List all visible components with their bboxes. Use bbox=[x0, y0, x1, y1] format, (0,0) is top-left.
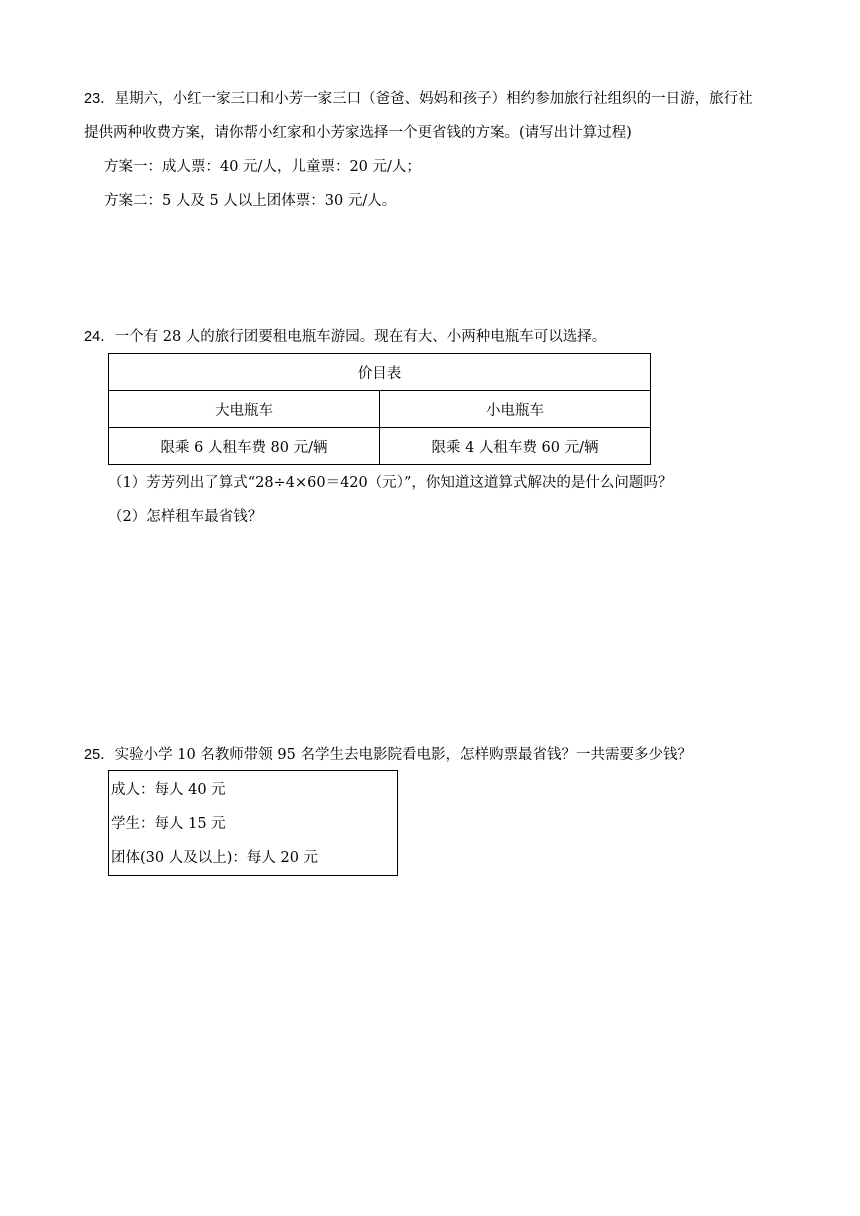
q24-sub2: （2）怎样租车最省钱？ bbox=[108, 509, 263, 525]
q25-text-line1: ．实验小学 10 名教师带领 95 名学生去电影院看电影，怎样购票最省钱？一共需要多少钱？ bbox=[100, 747, 692, 763]
q23-plan1: 方案一：成人票：40 元/人，儿童票：20 元/人； bbox=[104, 159, 421, 175]
ticket-price-student: 学生：每人 15 元 bbox=[111, 816, 226, 832]
q23-text-line1: ．星期六，小红一家三口和小芳一家三口（爸爸、妈妈和孩子）相约参加旅行社组织的一日游，旅行社 bbox=[100, 91, 753, 107]
price-table-cell-large: 限乘 6 人租车费 80 元/辆 bbox=[109, 428, 380, 465]
price-table-cell-small: 限乘 4 人租车费 60 元/辆 bbox=[380, 428, 651, 465]
ticket-price-group: 团体(30 人及以上)：每人 20 元 bbox=[111, 850, 319, 866]
price-table-title: 价目表 bbox=[109, 354, 651, 391]
price-table-header-small: 小电瓶车 bbox=[380, 391, 651, 428]
q25-line1 bbox=[84, 745, 692, 765]
ticket-price-adult: 成人：每人 40 元 bbox=[111, 782, 226, 798]
q23-line2: 提供两种收费方案，请你帮小红家和小芳家选择一个更省钱的方案。(请写出计算过程) bbox=[84, 125, 632, 141]
price-table bbox=[108, 353, 651, 465]
q23-plan2: 方案二：5 人及 5 人以上团体票：30 元/人。 bbox=[104, 193, 397, 209]
q24-line1 bbox=[84, 327, 606, 347]
q23-line1 bbox=[84, 89, 753, 109]
q25-number: 25 bbox=[84, 747, 101, 763]
q24-number: 24 bbox=[84, 329, 101, 345]
q23-number: 23 bbox=[84, 91, 101, 107]
q24-text-line1: ．一个有 28 人的旅行团要租电瓶车游园。现在有大、小两种电瓶车可以选择。 bbox=[100, 329, 607, 345]
ticket-price-box bbox=[108, 770, 398, 876]
price-table-header-large: 大电瓶车 bbox=[109, 391, 380, 428]
q24-sub1: （1）芳芳列出了算式“28÷4×60＝420（元）”，你知道这道算式解决的是什么问题吗？ bbox=[108, 475, 673, 491]
